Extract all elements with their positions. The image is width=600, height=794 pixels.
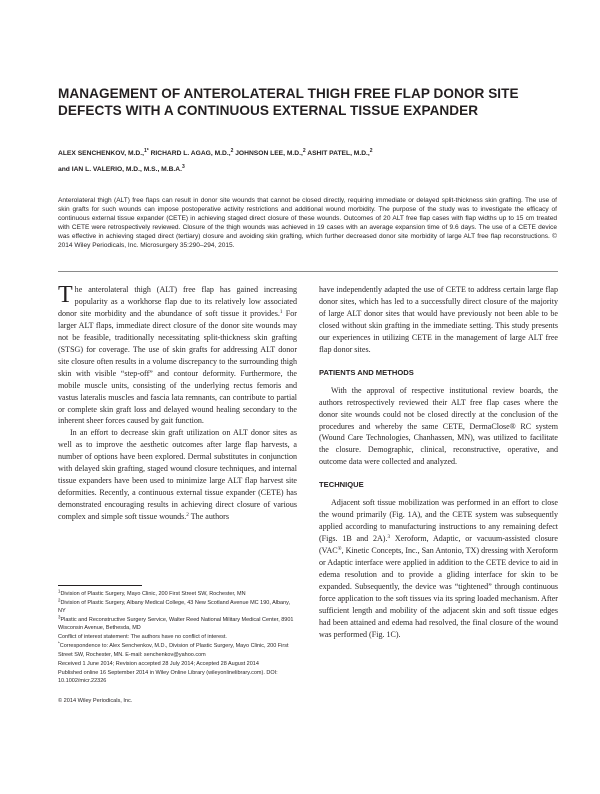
body-text: he anterolateral thigh (ALT) free flap has gained increasing popularity as a workhorse flap due to its relatively low associated donor site morbidity and the abundance of soft tissue it provides.	[58, 285, 297, 318]
footnotes	[58, 590, 298, 686]
footnote	[58, 669, 298, 685]
author-affiliation-mark: 3	[181, 163, 185, 170]
body-column-right	[319, 284, 558, 641]
author-affiliation-mark: 2	[369, 148, 373, 154]
footnote	[58, 590, 298, 598]
abstract-divider	[58, 271, 558, 272]
footnote-text: Published online 16 September 2014 in Wiley Online Library (wileyonlinelibrary.com). DOI: 10.1002/micr.22326	[58, 669, 278, 684]
body-paragraph	[58, 284, 297, 427]
footnote-divider	[58, 585, 142, 586]
body-text: For larger ALT flaps, immediate direct closure of the donor site wounds may not be feasible, traditionally necessitating split-thickness skin grafting (STSG) for coverage. The use of skin grafts for addressing ALT donor site closure often results in a volume discrepancy to the surrounding thigh skin with visible “step-off” and contour deformity. Furthermore, the mobile muscle units, consisting of the underlying rectus femoris and vastus lateralis muscles and fascia lata remnants, can contribute to partial or complete skin graft loss and delayed wound healing secondary to the inherent sheer forces caused by gait function.	[58, 308, 297, 426]
footnote	[58, 616, 298, 632]
citation-mark: 1	[279, 308, 283, 315]
footnote	[58, 660, 298, 668]
abstract: Anterolateral thigh (ALT) free flaps can result in donor site wounds that cannot be closed directly, requiring immediate or delayed split-thickness skin grafting. The use of skin grafts for such wounds can impose postoperative activity restrictions and additional wound morbidity. The purpose of the study was to investigate the efficacy of continuous external tissue expander (CETE) in achieving staged direct closure of these wounds. Outcomes of 20 ALT free flap cases with flap widths up to 15 cm treated with CETE were retrospectively reviewed. Closure of the thigh wounds was achieved in 19 cases with an average expansion time of 9.6 days. The use of a CETE device was effective in achieving staged direct (tertiary) closure and avoiding skin grafting, which further decreased donor site morbidity of large ALT free flap reconstructions. © 2014 Wiley Periodicals, Inc. Microsurgery 35:290–294, 2015.	[58, 197, 557, 250]
footnote	[58, 633, 298, 641]
body-text: The authors	[188, 512, 229, 522]
footnote-text: Correspondence to: Alex Senchenkov, M.D., Division of Plastic Surgery, Mayo Clinic, 200 First Street SW, Rochester, MN. E-mail: senchenkov@yahoo.com	[58, 643, 289, 658]
body-paragraph	[319, 497, 558, 640]
author-name: JOHNSON LEE, M.D.,	[235, 150, 303, 157]
author-affiliation-mark: 2	[230, 148, 234, 154]
body-column-left	[58, 284, 297, 523]
body-text: In an effort to decrease skin graft utilization on ALT donor sites as well as to improve the aesthetic outcomes after large flap harvests, a number of options have been explored. Dermal substitutes in conjunction with delayed skin grafting, staged wound closure techniques, and internal tissue expanders have been used to minimize large ALT flap harvest site deformities. Recently, a continuous external tissue expander (CETE) has demonstrated encouraging results in achieving direct closure of various complex and simple soft tissue wounds.	[58, 428, 297, 522]
section-heading: TECHNIQUE	[319, 480, 364, 490]
footnote-text: Received 1 June 2014; Revision accepted 28 July 2014; Accepted 28 August 2014	[58, 660, 259, 667]
body-paragraph	[58, 427, 297, 523]
body-text: Xeroform, Adaptic, or vacuum-assisted closure (VAC	[319, 534, 558, 556]
footnote-mark: 3	[58, 614, 61, 620]
article-title: MANAGEMENT OF ANTEROLATERAL THIGH FREE FLAP DONOR SITE DEFECTS WITH A CONTINUOUS EXTERNAL TISSUE EXPANDER	[58, 86, 519, 118]
footnote-text: Division of Plastic Surgery, Albany Medical College, 43 New Scotland Avenue MC 190, Albany, NY	[58, 600, 291, 615]
body-paragraph: With the approval of respective institutional review boards, the authors retrospectively reviewed their ALT free flap cases where the donor site wounds could not be closed directly at the conclusion of the procedures and whereby the same CETE, DermaClose® RC system (Wound Care Technologies, Chanhassen, MN), was utilized to facilitate the closure. Demographic, clinical, reconstructive, operative, and outcome data were collected and analyzed.	[319, 385, 558, 467]
author-name: ASHIT PATEL, M.D.,	[307, 150, 370, 157]
author-name: RICHARD L. AGAG, M.D.,	[150, 150, 231, 157]
footnote-text: Division of Plastic Surgery, Mayo Clinic, 200 First Street SW, Rochester, MN	[60, 591, 246, 597]
author-affiliation-mark: 1*	[143, 148, 149, 154]
author-name: ALEX SENCHENKOV, M.D.,	[58, 150, 144, 157]
author-affiliation-mark: 2	[302, 148, 306, 154]
footnote	[58, 599, 298, 615]
author-name: and IAN L. VALERIO, M.D., M.S., M.B.A.	[58, 165, 182, 173]
footnote-mark: 2	[58, 597, 61, 603]
footnote	[58, 642, 298, 658]
body-text: , Kinetic Concepts, Inc., San Antonio, TX) dressing with Xeroform or Adaptic interface were applied in addition to the CETE device to aid in edema resolution and to provide a gliding interface for skin to be expanded. Subsequently, the device was “tightened” through continuous force application to the soft tissues via its spring loaded mechanism. After sufficient length and mobility of the adjacent skin and soft tissue edges had been attained and edema had resolved, the final closure of the wound was performed (Fig. 1C).	[319, 546, 558, 639]
footnote-text: Conflict of interest statement: The authors have no conflict of interest.	[58, 634, 227, 641]
registered-mark: ®	[337, 546, 342, 553]
body-paragraph: have independently adapted the use of CETE to address certain large flap donor sites, which has led to a successfully direct closure of the majority of large ALT donor sites that would have previously not been able to be closed without skin grafting in the immediate setting. This study presents our experiences in utilizing CETE in the management of large ALT free flap donor sites.	[319, 285, 558, 354]
section-heading: PATIENTS AND METHODS	[319, 367, 414, 377]
footnote-text: Plastic and Reconstructive Surgery Service, Walter Reed National Military Medical Center, 8901 Wisconsin Avenue, Bethesda, MD	[58, 617, 294, 632]
copyright-notice: © 2014 Wiley Periodicals, Inc.	[58, 698, 133, 704]
footnote-mark: 1	[58, 588, 61, 594]
body-text: Adjacent soft tissue mobilization was performed in an effort to close the wound primarily (Fig. 1A), and the CETE system was subsequently applied according to manufacturing instructions to any remaining defect (Figs. 1B and 2A).	[319, 498, 558, 544]
citation-mark: 3	[387, 534, 391, 541]
footnote-mark: *	[58, 640, 60, 646]
author-list	[58, 146, 558, 177]
drop-cap: T	[58, 282, 73, 308]
citation-mark: 2	[186, 512, 189, 519]
